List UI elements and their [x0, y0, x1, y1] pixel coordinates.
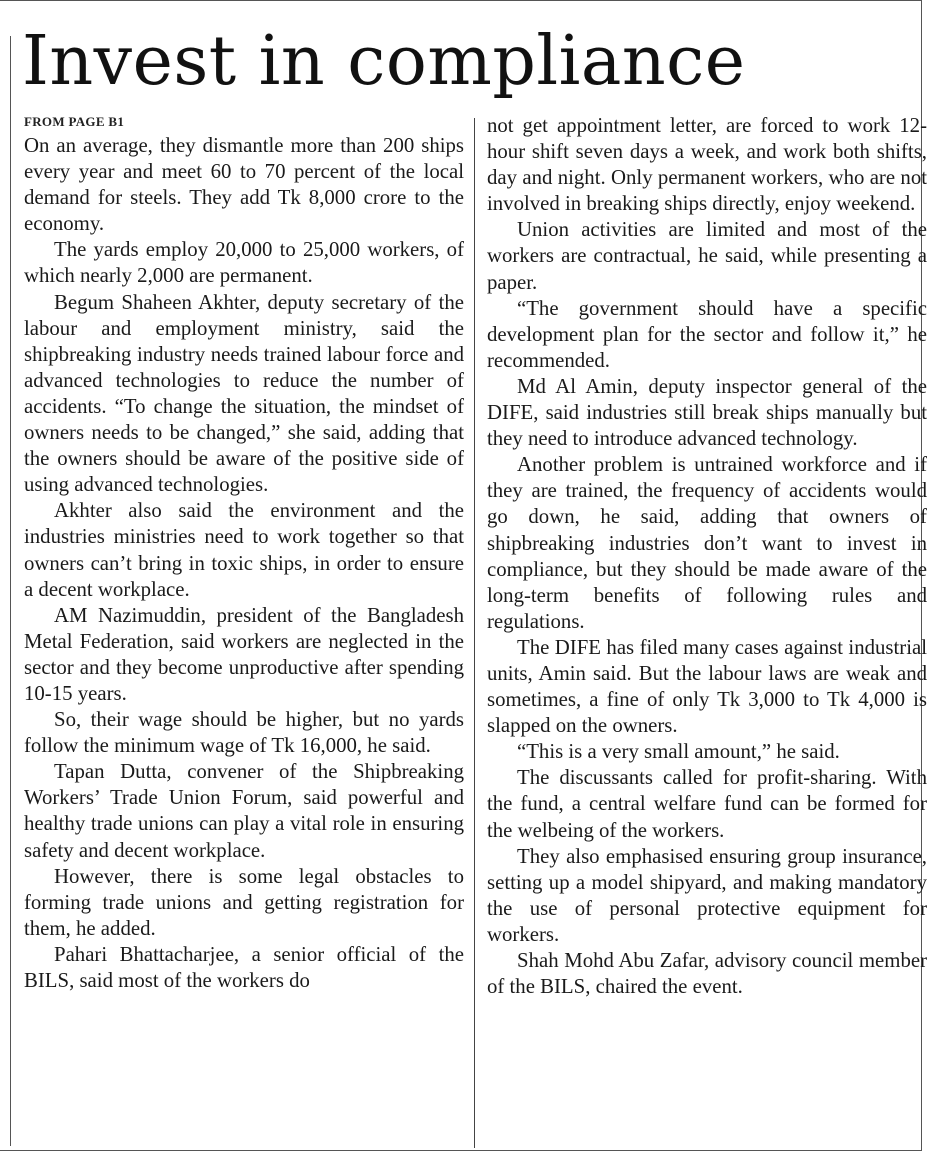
paragraph-continued: not get appointment letter, are forced to work 12-hour shift seven days a week, and work both shifts, day and night. Only permanent workers, who are not involved in breaking ships directly, enjoy weekend. [487, 114, 927, 216]
paragraph: The DIFE has filed many cases against industrial units, Amin said. But the labour laws are weak and sometimes, a fine of only Tk 3,000 to Tk 4,000 is slapped on the owners. [487, 635, 927, 738]
paragraph: Pahari Bhattacharjee, a senior official of the BILS, said most of the workers do [24, 942, 464, 992]
paragraph: They also emphasised ensuring group insurance, setting up a model shipyard, and making mandatory the use of personal protective equipment for workers. [487, 844, 927, 946]
paragraph: The discussants called for profit-sharing. With the fund, a central welfare fund can be formed for the welbeing of the workers. [487, 766, 927, 842]
paragraph: The yards employ 20,000 to 25,000 workers, of which nearly 2,000 are permanent. [24, 238, 464, 288]
paragraph: However, there is some legal obstacles to forming trade unions and getting registration for them, he added. [24, 864, 464, 940]
paragraph: “The government should have a specific development plan for the sector and follow it,” he recommended. [487, 296, 927, 372]
paragraph: Shah Mohd Abu Zafar, advisory council member of the BILS, chaired the event. [487, 949, 927, 999]
paragraph: Tapan Dutta, convener of the Shipbreaking Workers’ Trade Union Forum, said powerful and healthy trade unions can play a vital role in ensuring safety and decent workplace. [24, 760, 464, 862]
paragraph: So, their wage should be higher, but no yards follow the minimum wage of Tk 16,000, he said. [24, 708, 464, 758]
paragraph: Akhter also said the environment and the industries ministries need to work together so that owners can’t bring in toxic ships, in order to ensure a decent workplace. [24, 499, 464, 601]
left-rule [10, 36, 11, 1146]
paragraph: Md Al Amin, deputy inspector general of the DIFE, said industries still break ships manually but they need to introduce advanced technology. [487, 374, 927, 451]
headline: Invest in compliance [22, 22, 746, 101]
article-column-right [487, 113, 927, 1153]
paragraph: Union activities are limited and most of the workers are contractual, he said, while presenting a paper. [487, 218, 927, 294]
continuation-kicker: FROM PAGE B1 [24, 114, 125, 129]
paragraph: On an average, they dismantle more than 200 ships every year and meet 60 to 70 percent of the local demand for steels. They add Tk 8,000 crore to the economy. [24, 134, 464, 236]
paragraph: Begum Shaheen Akhter, deputy secretary of the labour and employment ministry, said the shipbreaking industry needs trained labour force and advanced technologies to reduce the number of accidents. “To change the situation, the mindset of owners needs to be changed,” she said, adding that the owners should be aware of the positive side of using advanced technologies. [24, 290, 464, 497]
paragraph: Another problem is untrained workforce and if they are trained, the frequency of accidents would go down, he said, adding that owners of shipbreaking industries don’t want to invest in compliance, but they should be made aware of the long-term benefits of following rules and regulations. [487, 453, 927, 633]
column-divider [474, 118, 475, 1148]
article-column-left [24, 113, 464, 1153]
top-border [0, 0, 922, 1]
paragraph: “This is a very small amount,” he said. [517, 740, 840, 764]
paragraph: AM Nazimuddin, president of the Bangladesh Metal Federation, said workers are neglected in the sector and they become unproductive after spending 10-15 years. [24, 603, 464, 705]
